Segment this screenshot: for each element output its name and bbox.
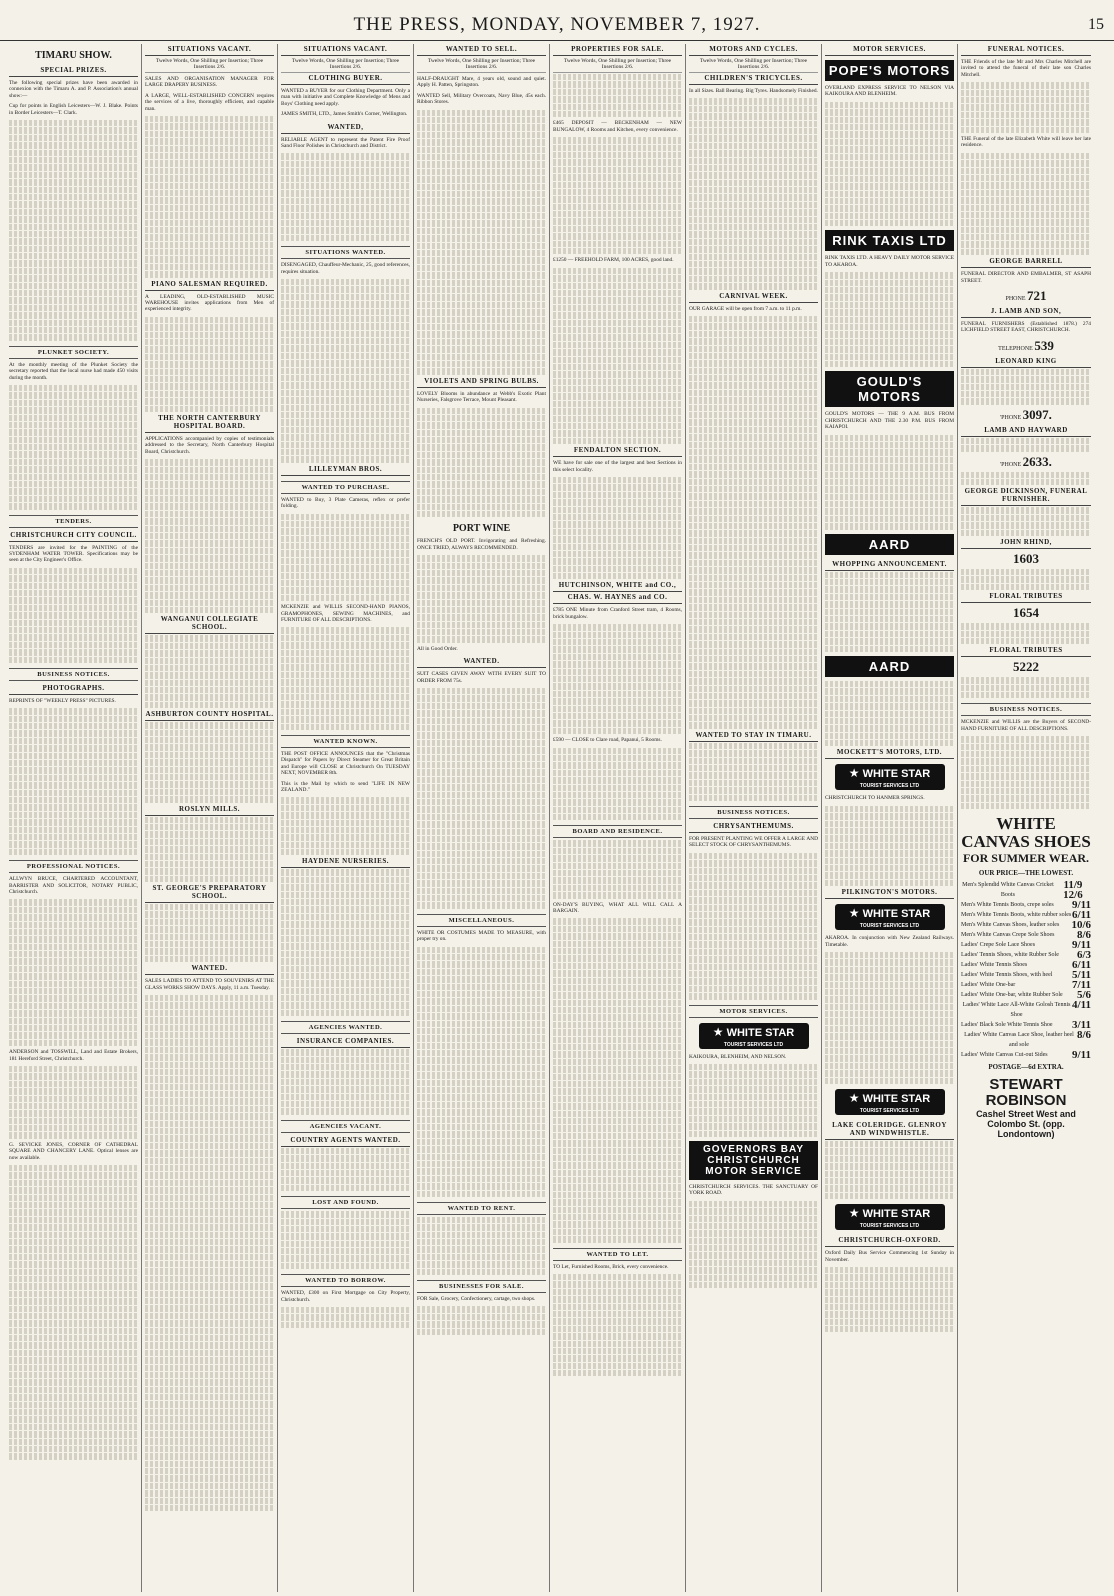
properties-for-sale-heading: PROPERTIES FOR SALE. (553, 44, 682, 56)
chrysanthemums-heading: CHRYSANTHEMUMS. (689, 821, 818, 833)
motor-services-heading: MOTOR SERVICES. (825, 44, 954, 56)
wanted-to-let-heading: WANTED TO LET. (553, 1248, 682, 1261)
price-item: Ladies' White Canvas Cut-out Sides (961, 1052, 1048, 1059)
price-row (961, 940, 1091, 950)
price-value: 7/11 (1072, 979, 1091, 992)
photographs-heading: PHOTOGRAPHS. (9, 683, 138, 695)
ad-text: MCKENZIE and WILLIS SECOND-HAND PIANOS, GRAMOPHONES, SEWING MACHINES, and FURNITURE OF ALL DESCRIPTIONS. (281, 604, 410, 624)
column-6 (686, 44, 822, 1592)
rate-note: Twelve Words, One Shilling per Insertion; Three Insertions 2/6. (281, 56, 410, 73)
ad-text: WHITE OR COSTUMES MADE TO MEASURE, with proper try on. (417, 929, 546, 943)
ad-text: RINK TAXIS LTD. A HEAVY DAILY MOTOR SERVICE TO AKAROA. (825, 255, 954, 268)
businesses-for-sale-heading: BUSINESSES FOR SALE. (417, 1280, 546, 1293)
wanted-known-heading: WANTED KNOWN. (281, 735, 410, 748)
ad-text: THE Friends of the late Mr and Mrs Charles Mitchell are invited to attend the funeral of their late son Charles Mitchell. (961, 59, 1091, 78)
white-star-logo: ★ WHITE STAR TOURIST SERVICES LTD (835, 764, 945, 790)
price-list (961, 880, 1091, 1060)
ad-text: FUNERAL FURNISHERS (Established 1878.) 274 LICHFIELD STREET EAST, CHRISTCHURCH. (961, 321, 1091, 334)
page-number: 15 (1088, 16, 1104, 33)
governors-bay-logo: GOVERNORS BAY CHRISTCHURCH MOTOR SERVICE (689, 1141, 818, 1180)
ad-text: GOULD'S MOTORS — THE 9 A.M. BUS FROM CHRISTCHURCH AND THE 2.30 P.M. BUS FROM KAIAPOI. (825, 411, 954, 431)
ad-text: ON-DAY'S BUYING, WHAT ALL WILL CALL A BARGAIN. (553, 901, 682, 914)
agencies-vacant-heading: AGENCIES VACANT. (281, 1120, 410, 1133)
price-value: 4/11 (1072, 999, 1091, 1012)
ad-text: A LEADING, OLD-ESTABLISHED MUSIC WAREHOUSE invites applications from Men of experienced integrity. (145, 293, 274, 313)
wanted-to-borrow-heading: WANTED TO BORROW. (281, 1274, 410, 1287)
pilkingtons-heading: PILKINGTON'S MOTORS. (825, 887, 954, 899)
ad-text: APPLICATIONS accompanied by copies of testimonials addressed to the Secretary, North Canterbury Hospital Board, Christchurch. (145, 435, 274, 455)
wanted-heading: WANTED, (281, 122, 410, 134)
shoe-advert-title: WHITE CANVAS SHOES (961, 814, 1091, 852)
phone-number: PHONE 721 (1005, 288, 1047, 304)
star-icon: ★ (848, 1091, 860, 1105)
wanted-heading: WANTED. (145, 963, 274, 975)
wanted-to-rent-heading: WANTED TO RENT. (417, 1202, 546, 1215)
star-icon: ★ (712, 1024, 724, 1039)
ad-text: WANTED Sell, Military Overcoats, Navy Blue, 45s each. Ribbon Stores. (417, 92, 546, 106)
price-value: 5/11 (1072, 969, 1091, 982)
ad-text: WANTED a BUYER for our Clothing Department. Only a man with initiative and Complete Knowledge of Mens and Boys' Clothing need apply. (281, 88, 410, 107)
agencies-wanted-heading: AGENCIES WANTED. (281, 1021, 410, 1034)
column-2 (142, 44, 278, 1592)
ad-text: ALLWYN BRUCE, CHARTERED ACCOUNTANT, BARRISTER AND SOLICITOR, NOTARY PUBLIC, Christchurch. (9, 876, 138, 895)
wanted-to-purchase-heading: WANTED TO PURCHASE. (281, 481, 410, 494)
ad-text: JAMES SMITH, LTD., James Smith's Corner, Wellington. (281, 111, 408, 118)
price-row (961, 880, 1091, 900)
price-row (961, 1000, 1091, 1020)
business-notices-heading: BUSINESS NOTICES. (689, 806, 818, 819)
ad-text: A LARGE, WELL-ESTABLISHED CONCERN requires the services of a live, thoroughly efficient, and capable man. (145, 92, 274, 112)
ad-text: TENDERS are invited for the PAINTING of the SYDENHAM WATER TOWER. Specifications may be seen at the City Engineer's Office. (9, 544, 138, 564)
phone-number: 1603 (1013, 550, 1039, 566)
professional-notices-heading: PROFESSIONAL NOTICES. (9, 860, 138, 873)
phone-number: 1654 (1013, 605, 1039, 621)
rate-note: Twelve Words, One Shilling per Insertion; Three Insertions 2/6. (145, 56, 274, 73)
ad-text: WE have for sale one of the largest and best Sections in this select locality. (553, 460, 682, 473)
white-star-logo: ★ WHITE STAR TOURIST SERVICES LTD (699, 1023, 809, 1049)
price-item: Ladies' Tennis Shoes, white Rubber Sole (961, 952, 1059, 959)
ad-text: £465 DEPOSIT — BECKENHAM — NEW BUNGALOW, 4 Rooms and Kitchen, every convenience. (553, 120, 682, 133)
situations-vacant-heading: SITUATIONS VACANT. (281, 44, 410, 56)
shoe-advert (961, 815, 1091, 1139)
price-item: Ladies' White Lace All-White Golosh Tennis Shoe (962, 1002, 1071, 1019)
funeral-notices-heading: FUNERAL NOTICES. (961, 44, 1091, 56)
price-value: 8/6 (1076, 1029, 1091, 1042)
price-value: 6/11 (1072, 959, 1091, 972)
shoe-advert-tagline: OUR PRICE—THE LOWEST. (978, 869, 1074, 878)
price-item: Men's White Canvas Shoes, leather soles (961, 922, 1060, 929)
lamb-son-heading: J. LAMB AND SON, (961, 306, 1091, 318)
ad-text: ANDERSON and TOSSWILL, Land and Estate Brokers, 181 Hereford Street, Christchurch. (9, 1049, 138, 1062)
goulds-motors-logo: GOULD'S MOTORS (825, 371, 954, 407)
piano-salesman-heading: PIANO SALESMAN REQUIRED. (145, 279, 274, 291)
business-notices-heading: BUSINESS NOTICES. (961, 703, 1091, 716)
ad-text: In all Sizes. Ball Bearing. Big Tyres. Handsomely Finished. (689, 88, 818, 94)
roslyn-mills-heading: ROSLYN MILLS. (145, 804, 274, 816)
ad-text: WANTED, £300 on First Mortgage on City Property, Christchurch. (281, 1290, 410, 1303)
lost-found-heading: LOST AND FOUND. (281, 1196, 410, 1209)
price-row (961, 920, 1091, 930)
ad-text: LOVELY Blooms in abundance at Webb's Exotic Plant Nurseries, Falsgrove Terrace, Mount Pleasant. (417, 390, 546, 404)
ad-text: THE Funeral of the late Elizabeth White will leave her late residence. (961, 135, 1091, 149)
price-value: 10/6 (1071, 919, 1091, 932)
board-residence-heading: BOARD AND RESIDENCE. (553, 825, 682, 838)
leonard-king-heading: LEONARD KING (961, 356, 1091, 368)
timaru-show-heading: TIMARU SHOW. (35, 50, 112, 61)
hutchinson-heading: HUTCHINSON, WHITE and CO., (553, 580, 682, 592)
price-item: Ladies' White One-bar (961, 982, 1016, 989)
price-item: Ladies' Black Sole White Tennis Shoe (961, 1022, 1053, 1029)
ad-text: THE POST OFFICE ANNOUNCES that the "Christmas Dispatch" for Papers by Direct Steamer for Great Britain and Europe will CLOSE at Christchurch On TUESDAY NEXT, NOVEMBER 8th. (281, 750, 410, 777)
column-1 (6, 44, 142, 1592)
price-item: Ladies' White Tennis Shoes (961, 962, 1028, 969)
aard-logo: AARD (825, 656, 954, 677)
price-item: Ladies' White One-bar, white Rubber Sole (961, 992, 1063, 999)
ad-text: REPRINTS OF "WEEKLY PRESS" PICTURES. (9, 697, 116, 704)
motors-cycles-heading: MOTORS AND CYCLES. (689, 44, 818, 56)
floral-tributes-heading: FLORAL TRIBUTES (961, 591, 1091, 603)
country-agents-heading: COUNTRY AGENTS WANTED. (281, 1135, 410, 1147)
plunket-society-heading: PLUNKET SOCIETY. (9, 346, 138, 359)
lilleyman-heading: LILLEYMAN BROS. (281, 464, 410, 476)
price-value: 9/11 (1072, 1049, 1091, 1062)
rhind-heading: JOHN RHIND, (961, 537, 1091, 549)
column-3 (278, 44, 414, 1592)
price-value: 3/11 (1072, 1019, 1091, 1032)
price-value: 8/6 (1076, 929, 1091, 942)
tenders-heading: TENDERS. (9, 515, 138, 528)
ad-text: £1250 — FREEHOLD FARM, 100 ACRES, good land. (553, 257, 674, 264)
tricycles-heading: CHILDREN'S TRICYCLES. (689, 73, 818, 85)
st-georges-heading: ST. GEORGE'S PREPARATORY SCHOOL. (145, 883, 274, 903)
ad-text: All in Good Order. (417, 645, 458, 652)
price-value: 6/3 (1076, 949, 1091, 962)
ad-text: £785 ONE Minute from Cranford Street tram, 4 Rooms, brick bungalow. (553, 607, 682, 620)
ad-text: MCKENZIE and WILLIS are the Buyers of SECOND-HAND FURNITURE OF ALL DESCRIPTIONS. (961, 719, 1091, 732)
column-7 (822, 44, 958, 1592)
dickinson-heading: GEORGE DICKINSON, FUNERAL FURNISHER. (961, 486, 1091, 506)
masthead-title: THE PRESS, MONDAY, NOVEMBER 7, 1927. (353, 14, 761, 35)
phone-number: 'PHONE 2633. (1000, 453, 1052, 469)
wanganui-heading: WANGANUI COLLEGIATE SCHOOL. (145, 614, 274, 634)
ad-text: CHRISTCHURCH SERVICES. THE SANCTUARY OF YORK ROAD. (689, 1183, 818, 1197)
masthead (0, 0, 1114, 41)
price-row (961, 1050, 1091, 1060)
store-address: Cashel Street West and Colombo St. (opp. Londontown) (976, 1109, 1076, 1140)
star-icon: ★ (848, 1206, 860, 1221)
ad-text: G. SEVICKE JONES, CORNER OF CATHEDRAL SQUARE AND CHANCERY LANE. Optical lenses are now available. (9, 1141, 138, 1161)
port-wine-heading: PORT WINE (452, 523, 511, 535)
situations-wanted-heading: SITUATIONS WANTED. (281, 246, 410, 259)
price-value: 6/11 (1072, 909, 1091, 922)
special-prizes-heading: SPECIAL PRIZES. (9, 65, 138, 77)
white-star-logo: ★ WHITE STAR TOURIST SERVICES LTD (835, 904, 945, 930)
oxford-heading: CHRISTCHURCH-OXFORD. (825, 1235, 954, 1247)
haynes-heading: CHAS. W. HAYNES and CO. (553, 592, 682, 604)
popes-motors-logo: POPE'S MOTORS (825, 60, 954, 81)
ad-text: CHRISTCHURCH TO HANMER SPRINGS. (825, 795, 925, 802)
rate-note: Twelve Words, One Shilling per Insertion; Three Insertions 2/6. (689, 56, 818, 73)
ad-text: TO Let, Furnished Rooms, Brick, every convenience. (553, 1263, 669, 1270)
phone-number: 5222 (1013, 659, 1039, 675)
phone-number: TELEPHONE 539 (998, 337, 1054, 353)
price-row (961, 1020, 1091, 1030)
timaru-stay-heading: WANTED TO STAY IN TIMARU. (689, 730, 818, 742)
ad-text: FUNERAL DIRECTOR AND EMBALMER, ST ASAPH STREET. (961, 271, 1091, 284)
phone-number: 'PHONE 3097. (1000, 406, 1052, 422)
star-icon: ★ (848, 766, 860, 781)
lake-coleridge-heading: LAKE COLERIDGE. GLENROY AND WINDWHISTLE. (825, 1120, 954, 1140)
price-value: 5/6 (1076, 989, 1091, 1002)
price-value: 9/11 (1072, 939, 1091, 952)
price-item: Men's White Tennis Boots, crepe soles (961, 902, 1054, 909)
ad-text: SUIT CASES GIVEN AWAY WITH EVERY SUIT TO ORDER FROM 75s. (417, 671, 546, 684)
ad-text: This is the Mail by which to send "LIFE IN NEW ZEALAND." (281, 780, 410, 793)
business-notices-heading: BUSINESS NOTICES. (9, 668, 138, 681)
ad-text: £590 — CLOSE to Clare road, Papanui, 5 Rooms. (553, 737, 662, 744)
city-council-heading: CHRISTCHURCH CITY COUNCIL. (9, 530, 138, 542)
ad-text: The following special prizes have been awarded in connexion with the Timaru A. and P. Association's annual show:— (9, 80, 138, 99)
ad-text: WANTED to Buy, 3 Plate Cameras, reflex or prefer folding. (281, 496, 410, 510)
ad-text: DISENGAGED, Chauffeur-Mechanic, 25, good references, requires situation. (281, 262, 410, 275)
clothing-buyer-heading: CLOTHING BUYER. (281, 73, 410, 85)
price-item: Ladies' White Canvas Lace Shoe, leather heel and sole (964, 1032, 1074, 1049)
postage-note: POSTAGE—6d EXTRA. (988, 1063, 1064, 1072)
column-8 (958, 44, 1094, 1592)
rate-note: Twelve Words, One Shilling per Insertion; Three Insertions 2/6. (417, 56, 546, 73)
star-icon: ★ (848, 906, 860, 921)
ad-text: AKAROA. In conjunction with New Zealand Railways. Timetable. (825, 935, 954, 948)
ad-text: At the monthly meeting of the Plunket Society the secretary reported that the local nurse had made 450 visits during the month. (9, 361, 138, 381)
price-value: 9/11 (1072, 899, 1091, 912)
violets-heading: VIOLETS AND SPRING BULBS. (417, 376, 546, 388)
situations-vacant-heading: SITUATIONS VACANT. (145, 44, 274, 56)
ad-text: SALES AND ORGANISATION MANAGER FOR LARGE DRAPERY BUSINESS. (145, 76, 274, 89)
insurance-heading: INSURANCE COMPANIES. (281, 1036, 410, 1048)
price-item: Ladies' White Tennis Shoes, with heel (961, 972, 1053, 979)
hospital-board-heading: THE NORTH CANTERBURY HOSPITAL BOARD. (145, 413, 274, 433)
price-row (961, 980, 1091, 990)
ashburton-heading: ASHBURTON COUNTY HOSPITAL. (145, 709, 274, 721)
miscellaneous-heading: MISCELLANEOUS. (417, 914, 546, 927)
price-value: 11/9 12/6 (1063, 879, 1083, 902)
aard-logo: AARD (825, 534, 954, 555)
column-5 (550, 44, 686, 1592)
ad-text: Cup for points in English Leicesters—W. J. Blake. Points in Border Leicesters—T. Clark. (9, 103, 138, 116)
price-item: Ladies' Crepe Sole Lace Shoes (961, 942, 1036, 949)
mocketts-heading: MOCKETT'S MOTORS, LTD. (825, 747, 954, 759)
rate-note: Twelve Words, One Shilling per Insertion; Three Insertions 2/6. (553, 56, 682, 73)
ad-text: HALF-DRAUGHT Mare, 4 years old, sound and quiet. Apply H. Patten, Springston. (417, 76, 546, 89)
ad-text: FRENCH'S OLD PORT. Invigorating and Refreshing. ONCE TRIED, ALWAYS RECOMMENDED. (417, 538, 546, 551)
price-item: Men's Splendid White Canvas Cricket Boots (962, 882, 1054, 899)
carnival-week-heading: CARNIVAL WEEK. (689, 291, 818, 303)
barrell-heading: GEORGE BARRELL (961, 256, 1091, 268)
store-name: STEWART ROBINSON (985, 1076, 1067, 1110)
ad-text: RELIABLE AGENT to represent the Patent Fire Proof Sand Floor Polishes in Christchurch and District. (281, 136, 410, 150)
white-star-logo: ★ WHITE STAR TOURIST SERVICES LTD (835, 1089, 945, 1115)
ad-text: Oxford Daily Bus Service Commencing 1st Sunday in November. (825, 1250, 954, 1263)
ad-text: OUR GARAGE will be open from 7 a.m. to 11 p.m. (689, 305, 802, 312)
ad-text: SALES LADIES TO ATTEND TO SOUVENIRS AT THE GLASS WORKS SHOW DAYS. Apply, 11 a.m. Tuesday. (145, 978, 274, 991)
fendalton-heading: FENDALTON SECTION. (553, 445, 682, 457)
wanted-to-sell-heading: WANTED TO SELL. (417, 44, 546, 56)
haydene-heading: HAYDENE NURSERIES. (281, 856, 410, 868)
white-star-logo: ★ WHITE STAR TOURIST SERVICES LTD (835, 1204, 945, 1230)
ad-text: OVERLAND EXPRESS SERVICE TO NELSON VIA KAIKOURA AND BLENHEIM. (825, 85, 954, 98)
wanted-heading: WANTED. (417, 656, 546, 668)
shoe-advert-subtitle: FOR SUMMER WEAR. (962, 851, 1090, 866)
lamb-hayward-heading: LAMB AND HAYWARD (961, 425, 1091, 437)
price-row (961, 1030, 1091, 1050)
rink-taxis-logo: RINK TAXIS LTD (825, 230, 954, 251)
price-item: Men's White Tennis Boots, white rubber soles (961, 912, 1072, 919)
price-item: Men's White Canvas Crepe Sole Shoes (961, 932, 1055, 939)
floral-tributes-heading: FLORAL TRIBUTES (961, 645, 1091, 657)
ad-text: KAIKOURA, BLENHEIM, AND NELSON. (689, 1053, 787, 1060)
columns (6, 44, 1110, 1592)
ad-text: FOR PRESENT PLANTING WE OFFER A LARGE AND SELECT STOCK OF CHRYSANTHEMUMS. (689, 835, 818, 849)
ad-text: FOR Sale, Grocery, Confectionery, cartage, two shops. (417, 1296, 536, 1303)
announcement-heading: WHOPPING ANNOUNCEMENT. (825, 559, 954, 571)
column-4 (414, 44, 550, 1592)
motor-services-heading: MOTOR SERVICES. (689, 1005, 818, 1018)
